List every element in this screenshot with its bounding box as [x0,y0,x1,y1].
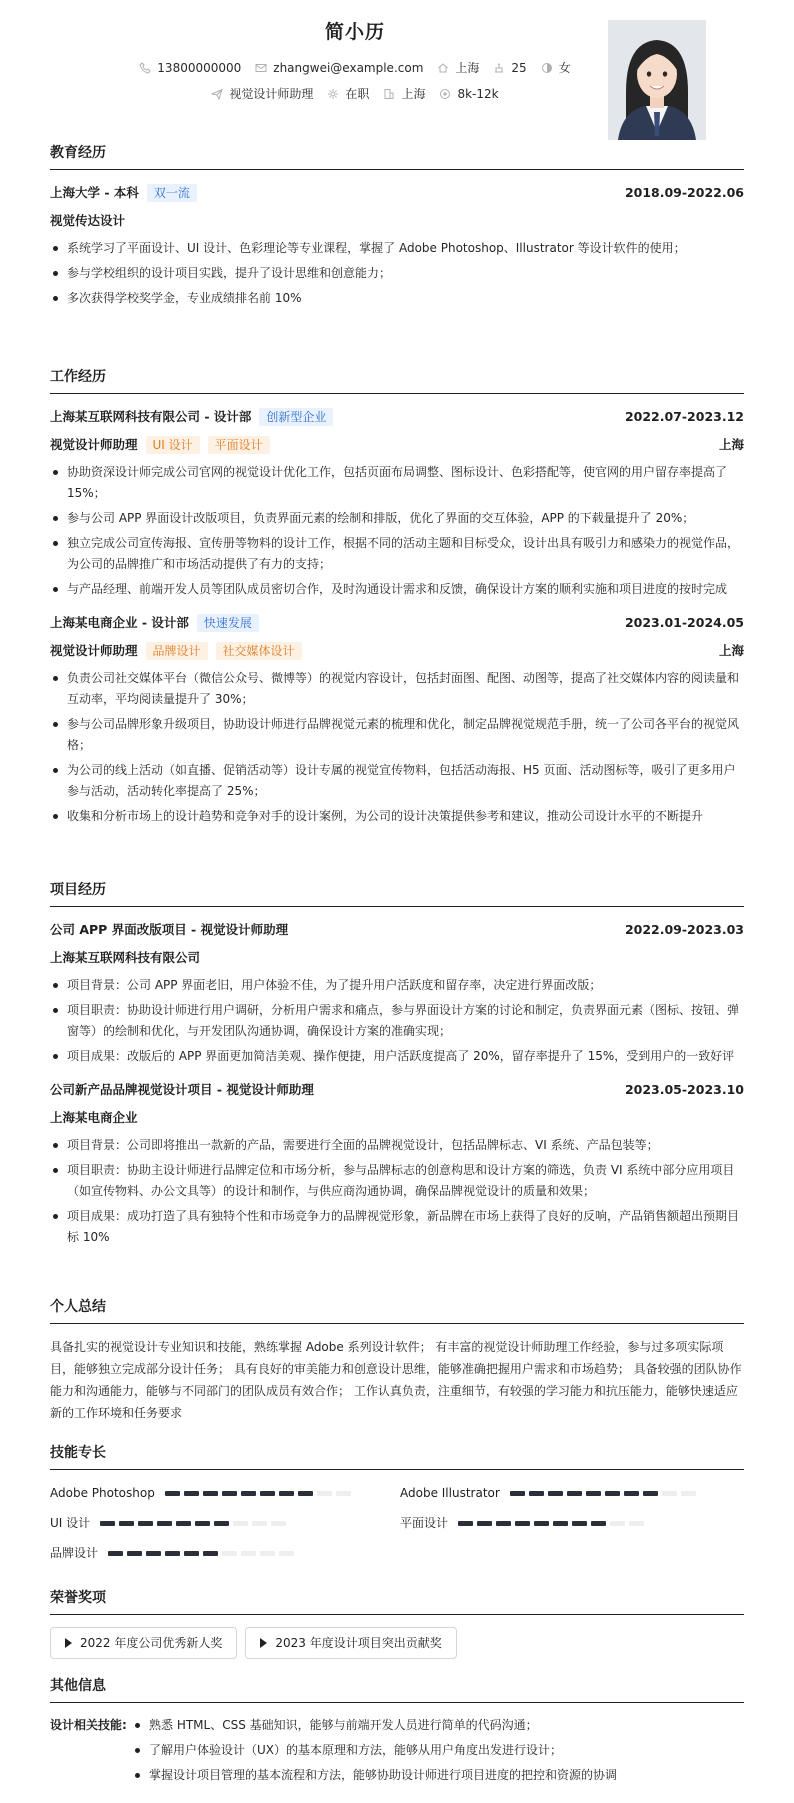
work-location: 上海 [718,436,744,452]
work-head [50,406,744,428]
awards-title: 荣誉奖项 [50,1588,744,1615]
play-icon [260,1638,267,1648]
skill-name: 平面设计 [400,1516,449,1530]
profile-photo [608,20,706,140]
project-entry-1 [50,919,744,1067]
skill-item [50,1482,400,1504]
education-date: 2018.09-2022.06 [624,184,744,200]
skill-name: Adobe Photoshop [50,1486,155,1500]
skill-segment [146,1551,161,1556]
skill-name: 品牌设计 [50,1546,99,1560]
skill-segment [165,1551,180,1556]
role-tag: 平面设计 [208,436,270,454]
skill-segment [605,1491,620,1496]
project-date: 2023.05-2023.10 [624,1081,744,1097]
list-item: 项目职责：协助设计师进行用户调研，分析用户需求和痛点，参与界面设计方案的讨论和制定，负责界面元素（图标、按钮、弹窗等）的绘制和优化，与开发团队沟通协调，确保设计方案的准确实现； [50,1000,744,1042]
work-date: 2023.01-2024.05 [624,614,744,630]
work-location: 上海 [718,642,744,658]
target-city-info [383,85,425,103]
skill-segment [279,1491,294,1496]
project-org-row [50,1107,744,1129]
skill-segment [138,1521,153,1526]
list-item: 参与公司 APP 界面设计改版项目，负责界面元素的绘制和排版，优化了界面的交互体验，APP 的下载量提升了 20%； [50,508,744,529]
list-item: 系统学习了平面设计、UI 设计、色彩理论等专业课程，掌握了 Adobe Photoshop、Illustrator 等设计软件的使用； [50,238,744,259]
skill-segment [515,1521,530,1526]
company-name: 上海某互联网科技有限公司 - 设计部 [50,408,252,424]
education-section [50,143,744,321]
list-item: 了解用户体验设计（UX）的基本原理和方法，能够从用户角度出发进行设计； [132,1740,617,1761]
education-major-row [50,210,744,232]
skill-segment [534,1521,549,1526]
skill-segment [241,1491,256,1496]
role-tag: UI 设计 [146,436,200,454]
phone-icon [139,62,151,74]
skill-segment [298,1491,313,1496]
skill-item [400,1512,744,1534]
skill-segment [662,1491,677,1496]
skill-segment [317,1491,332,1496]
gender-icon [541,62,553,74]
project-head [50,1079,744,1101]
skill-segment [260,1551,275,1556]
city-text: 上海 [455,61,480,75]
project-org: 上海某电商企业 [50,1109,138,1125]
list-item: 多次获得学校奖学金，专业成绩排名前 10% [50,288,744,309]
school-tag: 双一流 [147,184,197,202]
work-entry-1 [50,406,744,600]
skill-segment [629,1521,644,1526]
other-title: 其他信息 [50,1676,744,1703]
major-name: 视觉传达设计 [50,212,126,228]
skill-segment [176,1521,191,1526]
skill-segment [271,1521,286,1526]
school-name: 上海大学 - 本科 [50,184,139,200]
skill-level-bar [165,1491,351,1496]
project-bullets [50,1135,744,1248]
list-item: 收集和分析市场上的设计趋势和竞争对手的设计案例，为公司的设计决策提供参考和建议，推动公司设计水平的不断提升 [50,806,744,827]
gender-info [541,59,571,77]
summary-title: 个人总结 [50,1297,744,1324]
skill-segment [477,1521,492,1526]
skill-segment [496,1521,511,1526]
list-item: 负责公司社交媒体平台（微信公众号、微博等）的视觉内容设计，包括封面图、配图、动图等，提高了社交媒体内容的阅读量和互动率，平均阅读量提升了 30%； [50,668,744,710]
job-intent-row [50,85,660,103]
salary-info [439,85,498,103]
summary-text: 具备扎实的视觉设计专业知识和技能，熟练掌握 Adobe 系列设计软件； 有丰富的视觉设计师助理工作经验，参与过多项实际项目，能够独立完成部分设计任务； 具有良好的审美能力和创意设计思维，能够准确把握用户需求和市场趋势； 具备较强的团队协作能力和沟通能力，能够与不同部门的团队成员有效合作； 工作认真负责，注重细节，有较强的学习能力和抗压能力，能够快速适应新的工作环境和任务要求 [50,1340,742,1420]
work-entry-2 [50,612,744,827]
project-org-row [50,947,744,969]
list-item: 协助资深设计师完成公司官网的视觉设计优化工作，包括页面布局调整、图标设计、色彩搭配等，使官网的用户留存率提高了 15%； [50,462,744,504]
project-name: 公司新产品品牌视觉设计项目 - 视觉设计师助理 [50,1081,314,1097]
candidate-name: 简小历 [324,21,385,43]
home-icon [437,62,449,74]
city-info [437,59,479,77]
skill-segment [567,1491,582,1496]
age-text: 25 [511,61,527,75]
mail-icon [255,62,267,74]
skill-name: UI 设计 [50,1516,91,1530]
skill-segment [203,1551,218,1556]
skill-segment [203,1491,218,1496]
awards-list [50,1627,744,1659]
work-title: 工作经历 [50,367,744,394]
project-entry-2 [50,1079,744,1248]
other-row [50,1715,744,1790]
other-bullets [132,1715,617,1790]
skill-segment [195,1521,210,1526]
education-bullets [50,238,744,309]
phone-info [139,59,241,77]
list-item: 项目成果：成功打造了具有独特个性和市场竞争力的品牌视觉形象，新品牌在市场上获得了良好的反响，产品销售额超出预期目标 10% [50,1206,744,1248]
list-item: 项目背景：公司 APP 界面老旧，用户体验不佳，为了提升用户活跃度和留存率，决定进行界面改版； [50,975,744,996]
phone-text: 13800000000 [157,61,242,75]
resume-header [50,0,744,160]
salary-icon [439,88,451,100]
list-item: 与产品经理、前端开发人员等团队成员密切合作，及时沟通设计需求和反馈，确保设计方案的顺利实施和项目进度的按时完成 [50,579,744,600]
education-title: 教育经历 [50,143,744,170]
email-text: zhangwei@example.com [273,61,424,75]
send-icon [211,88,223,100]
awards-section [50,1588,744,1659]
skill-item [50,1512,400,1534]
skill-segment [100,1521,115,1526]
skill-segment [252,1521,267,1526]
work-role-row [50,640,744,662]
work-date: 2022.07-2023.12 [624,408,744,424]
skill-segment [624,1491,639,1496]
skill-segment [643,1491,658,1496]
skill-name: Adobe Illustrator [400,1486,500,1500]
skill-segment [529,1491,544,1496]
skill-segment [572,1521,587,1526]
company-tag: 创新型企业 [259,408,333,426]
target-position-text: 视觉设计师助理 [229,87,314,101]
gender-text: 女 [558,61,571,75]
skill-segment [279,1551,294,1556]
work-head [50,612,744,634]
list-item: 参与公司品牌形象升级项目，协助设计师进行品牌视觉元素的梳理和优化，制定品牌视觉规范手册，统一了公司各平台的视觉风格； [50,714,744,756]
skill-item [50,1542,400,1564]
skill-segment [553,1521,568,1526]
work-bullets [50,668,744,827]
skill-segment [233,1521,248,1526]
award-text: 2022 年度公司优秀新人奖 [80,1636,223,1650]
project-name: 公司 APP 界面改版项目 - 视觉设计师助理 [50,921,289,937]
company-tag: 快速发展 [197,614,259,632]
skill-level-bar [108,1551,294,1556]
other-label: 设计相关技能: [50,1718,127,1732]
target-position-info [211,85,313,103]
skill-segment [591,1521,606,1526]
list-item: 为公司的线上活动（如直播、促销活动等）设计专属的视觉宣传物料，包括活动海报、H5 页面、活动图标等，吸引了更多用户参与活动，活动转化率提高了 25%； [50,760,744,802]
project-date: 2022.09-2023.03 [624,921,744,937]
skill-segment [184,1551,199,1556]
age-icon [493,62,505,74]
list-item: 项目背景：公司即将推出一款新的产品，需要进行全面的品牌视觉设计，包括品牌标志、VI 系统、产品包装等； [50,1135,744,1156]
projects-section [50,880,744,1260]
list-item: 掌握设计项目管理的基本流程和方法，能够协助设计师进行项目进度的把控和资源的协调 [132,1765,617,1786]
education-entry [50,182,744,309]
contact-row [50,59,660,77]
job-status-info [327,85,369,103]
skill-segment [165,1491,180,1496]
skill-segment [260,1491,275,1496]
job-status-text: 在职 [345,87,370,101]
skill-level-bar [510,1491,696,1496]
projects-title: 项目经历 [50,880,744,907]
skill-segment [586,1491,601,1496]
age-info [493,59,526,77]
list-item: 独立完成公司宣传海报、宣传册等物料的设计工作，根据不同的活动主题和目标受众，设计出具有吸引力和感染力的视觉作品，为公司的品牌推广和市场活动提供了有力的支持； [50,533,744,575]
company-name: 上海某电商企业 - 设计部 [50,614,189,630]
email-info [255,59,423,77]
award-item [50,1627,237,1659]
project-org: 上海某互联网科技有限公司 [50,949,201,965]
work-bullets [50,462,744,600]
other-section [50,1676,744,1790]
role-name: 视觉设计师助理 [50,642,138,658]
role-tag: 品牌设计 [146,642,208,660]
skill-segment [214,1521,229,1526]
skills-grid [50,1482,744,1564]
target-city-text: 上海 [401,87,426,101]
skill-segment [336,1491,351,1496]
skill-segment [458,1521,473,1526]
skill-segment [119,1521,134,1526]
skill-segment [184,1491,199,1496]
skill-segment [610,1521,625,1526]
work-role-row [50,434,744,456]
list-item: 项目职责：协助主设计师进行品牌定位和市场分析，参与品牌标志的创意构思和设计方案的筛选，负责 VI 系统中部分应用项目（如宣传物料、办公文具等）的设计和制作，与供应商沟通协调，确保品牌视觉设计的质量和效果； [50,1160,744,1202]
skill-item [400,1482,744,1504]
skill-segment [127,1551,142,1556]
list-item: 参与学校组织的设计项目实践，提升了设计思维和创意能力； [50,263,744,284]
skill-level-bar [458,1521,644,1526]
skill-segment [241,1551,256,1556]
project-head [50,919,744,941]
education-head [50,182,744,204]
salary-text: 8k-12k [457,87,499,101]
skill-segment [157,1521,172,1526]
play-icon [65,1638,72,1648]
list-item: 项目成果：改版后的 APP 界面更加简洁美观、操作便捷，用户活跃度提高了 20%，留存率提升了 15%，受到用户的一致好评 [50,1046,744,1067]
award-text: 2023 年度设计项目突出贡献奖 [275,1636,442,1650]
skill-segment [108,1551,123,1556]
role-tag: 社交媒体设计 [216,642,302,660]
skill-segment [681,1491,696,1496]
work-section [50,367,744,839]
skill-segment [222,1491,237,1496]
skill-segment [222,1551,237,1556]
skills-title: 技能专长 [50,1443,744,1470]
building-icon [383,88,395,100]
status-icon [327,88,339,100]
skill-segment [548,1491,563,1496]
award-item [245,1627,456,1659]
skill-segment [510,1491,525,1496]
role-name: 视觉设计师助理 [50,436,138,452]
list-item: 熟悉 HTML、CSS 基础知识，能够与前端开发人员进行简单的代码沟通； [132,1715,617,1736]
summary-section [50,1297,744,1424]
skill-level-bar [100,1521,286,1526]
project-bullets [50,975,744,1067]
skills-section [50,1443,744,1564]
